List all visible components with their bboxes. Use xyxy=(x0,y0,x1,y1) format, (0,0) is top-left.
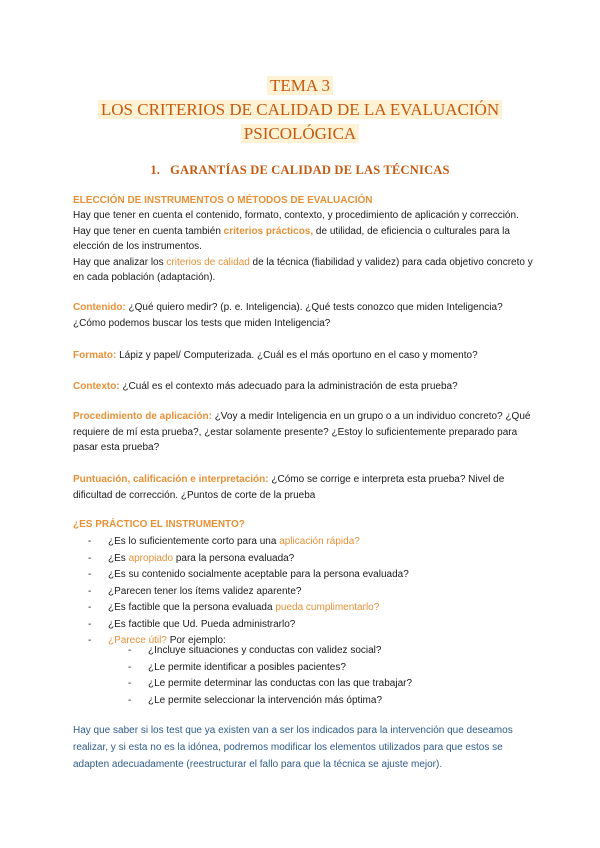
sublist-item: - ¿Le permite seleccionar la intervención más óptima? xyxy=(128,693,412,710)
procedimiento-text: ¿Voy a medir Inteligencia en un grupo o a un individuo concreto? ¿Qué requiere de mí esta prueba?, ¿estar solamente presente? ¿Estoy lo suficientemente preparado para pasar esta prueba? xyxy=(73,411,531,453)
section-title: GARANTÍAS DE CALIDAD DE LAS TÉCNICAS xyxy=(170,163,450,177)
list-item-text-end: Por ejemplo: xyxy=(166,635,226,646)
sublist-item: - ¿Le permite determinar las conductas con las que trabajar? xyxy=(128,676,412,693)
closing-paragraph: Hay que saber si los test que ya existen van a ser los indicados para la intervención que deseamos realizar, y si esta no es la idónea, podremos modificar los elementos utilizados para que estos se adapten adecuadamente (reestructurar el fallo para que la técnica se ajuste mejor). xyxy=(73,725,513,770)
contexto-item xyxy=(73,379,533,395)
list-item-text: ¿Es xyxy=(108,552,129,564)
puntuacion-label: Puntuación, calificación e interpretación: xyxy=(73,474,269,485)
formato-text: Lápiz y papel/ Computerizada. ¿Cuál es el más oportuno en el caso y momento? xyxy=(116,350,478,361)
parece-util-sublist xyxy=(128,643,412,709)
puntuacion-text: ¿Cómo se corrige e interpreta esta prueba? Nivel de dificultad de corrección. ¿Puntos de corte de la prueba xyxy=(73,474,505,501)
apropiado-highlight: apropiado xyxy=(128,552,174,564)
eleccion-p2-text-end: de utilidad, de eficiencia o culturales para la elección de los instrumentos. xyxy=(73,225,510,252)
eleccion-p3-text: Hay que analizar los xyxy=(73,256,167,268)
list-item xyxy=(88,551,409,568)
sublist-item: - ¿Incluye situaciones y conductas con validez social? xyxy=(128,643,412,660)
list-item: - ¿Es su contenido socialmente aceptable para la persona evaluada? xyxy=(88,567,409,584)
procedimiento-item xyxy=(73,409,533,456)
aplicacion-rapida-highlight: aplicación rápida? xyxy=(279,536,360,547)
procedimiento-label: Procedimiento de aplicación: xyxy=(73,411,212,422)
eleccion-p2 xyxy=(73,224,533,255)
document-title xyxy=(0,74,600,146)
contexto-label: Contexto: xyxy=(73,381,120,392)
sublist-item: - ¿Le permite identificar a posibles pacientes? xyxy=(128,660,412,677)
practico-heading: ¿ES PRÁCTICO EL INSTRUMENTO? xyxy=(73,519,245,530)
parece-util-highlight: ¿Parece útil? xyxy=(108,635,167,646)
eleccion-heading: ELECCIÓN DE INSTRUMENTOS O MÉTODOS DE EVALUACIÓN xyxy=(73,195,373,206)
list-item xyxy=(88,534,409,551)
criterios-practicos-highlight: criterios prácticos, xyxy=(223,225,314,237)
formato-item xyxy=(73,348,533,364)
eleccion-p1: Hay que tener en cuenta el contenido, formato, contexto, y procedimiento de aplicación y corrección. xyxy=(73,210,519,221)
contenido-text: ¿Qué quiero medir? (p. e. Inteligencia). ¿Qué tests conozco que miden Inteligencia? ¿Cómo podemos buscar los tests que miden Inteligencia? xyxy=(73,302,503,329)
section-number: 1. xyxy=(150,163,161,177)
list-item-text: ¿Es factible que la persona evaluada xyxy=(108,602,276,613)
list-item-text-end: para la persona evaluada? xyxy=(173,552,295,564)
title-line-2: LOS CRITERIOS DE CALIDAD DE LA EVALUACIÓN xyxy=(98,100,502,119)
practico-list xyxy=(88,534,409,650)
list-item: - ¿Es factible que Ud. Pueda administrarlo? xyxy=(88,617,409,634)
eleccion-paragraphs xyxy=(73,208,533,286)
section-heading xyxy=(0,163,600,178)
list-item xyxy=(88,600,409,617)
contenido-label: Contenido: xyxy=(73,302,126,313)
eleccion-p3-text-end: de la técnica (fiabilidad y validez) para cada objetivo concreto y en cada población (adaptación). xyxy=(73,256,533,283)
eleccion-p2-text: Hay que tener en cuenta también xyxy=(73,225,224,237)
title-line-1: TEMA 3 xyxy=(267,76,333,95)
puntuacion-item xyxy=(73,472,533,503)
formato-label: Formato: xyxy=(73,350,117,361)
title-line-3: PSICOLÓGICA xyxy=(241,124,359,143)
list-item: - ¿Parecen tener los ítems validez aparente? xyxy=(88,584,409,601)
contexto-text: ¿Cuál es el contexto más adecuado para la administración de esta prueba? xyxy=(119,381,458,392)
criterios-calidad-highlight: criterios de calidad xyxy=(166,256,250,268)
eleccion-p3 xyxy=(73,255,533,286)
cumplimentarlo-highlight: pueda cumplimentarlo? xyxy=(275,602,380,613)
list-item-text: ¿Es lo suficientemente corto para una xyxy=(108,536,280,547)
contenido-item xyxy=(73,300,533,331)
